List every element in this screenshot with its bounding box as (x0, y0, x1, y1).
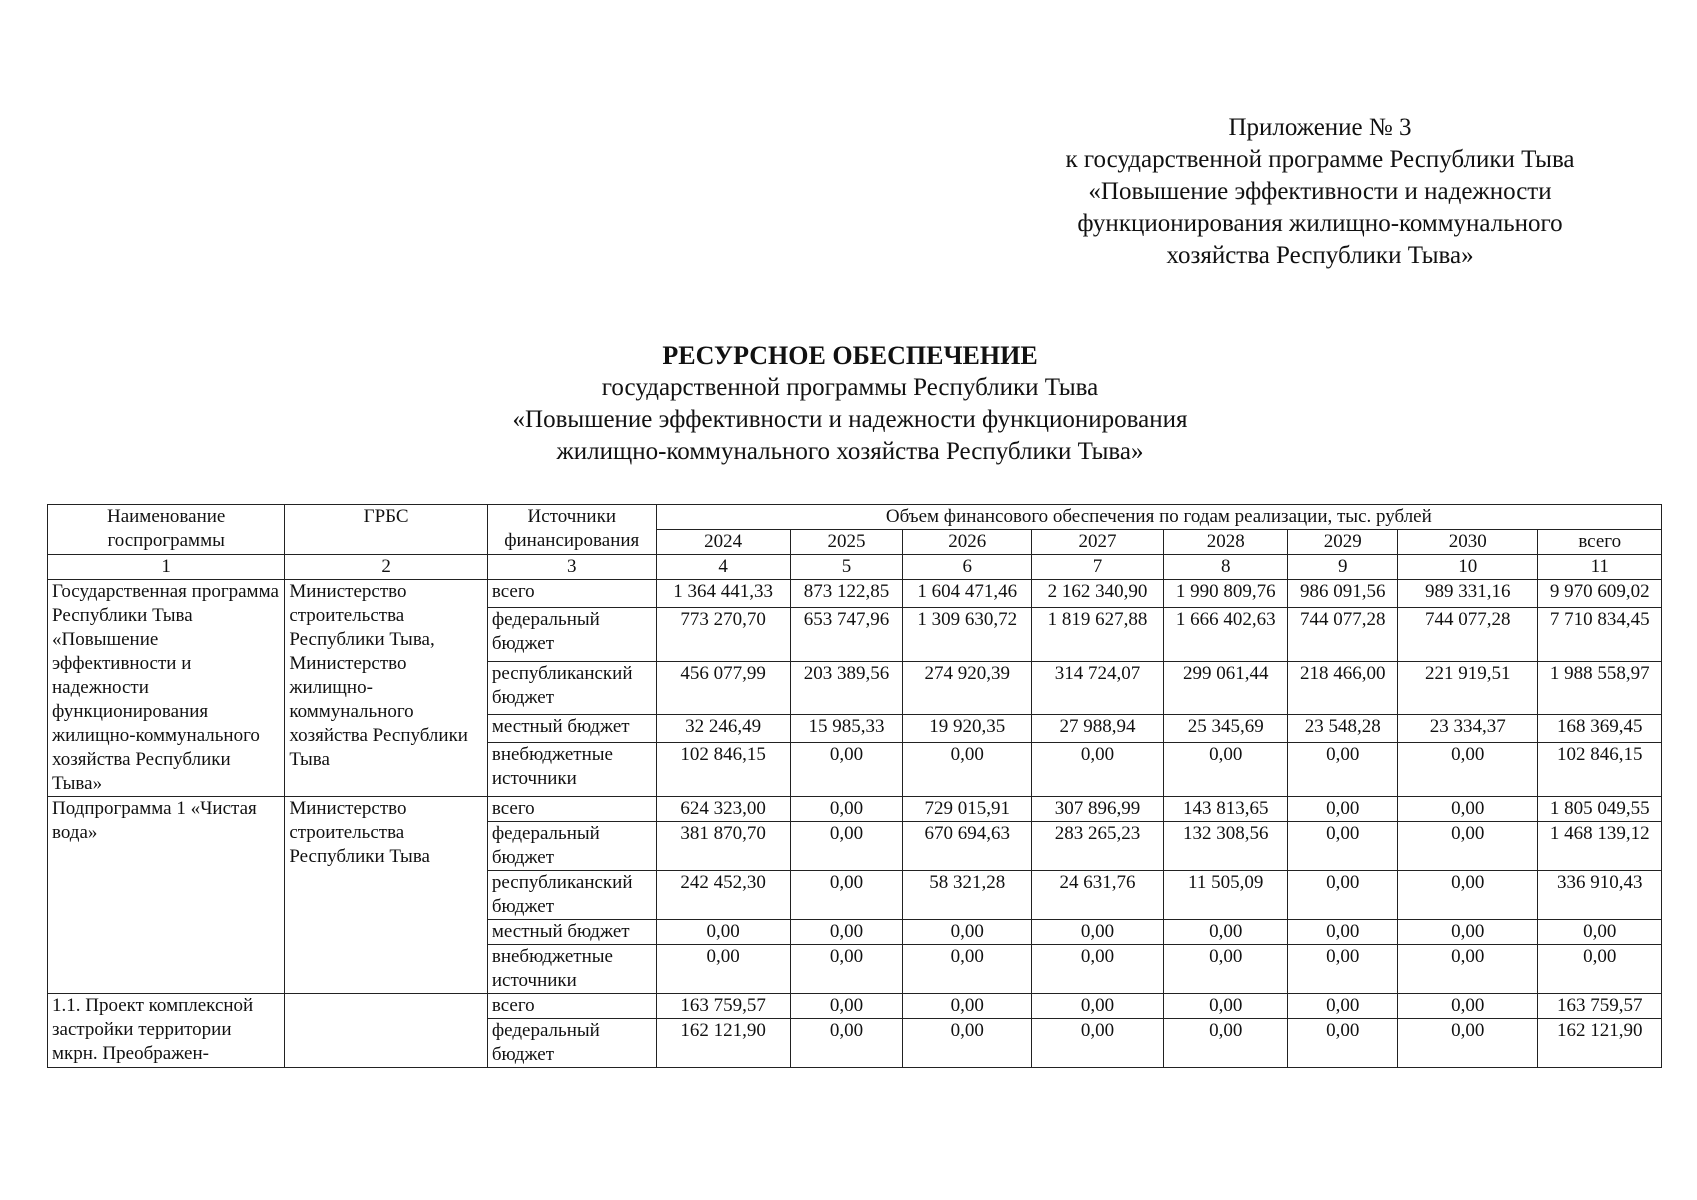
value-cell: 218 466,00 (1288, 661, 1398, 715)
annex-block (1040, 112, 1600, 272)
total-cell: 168 369,45 (1538, 715, 1662, 743)
heading-line: «Повышение эффективности и надежности функционирования (512, 406, 1188, 433)
header-volume: Объем финансового обеспечения по годам реализации, тыс. рублей (656, 505, 1661, 530)
value-cell: 0,00 (903, 994, 1032, 1019)
value-cell: 381 870,70 (656, 822, 790, 871)
value-cell: 1 666 402,63 (1163, 607, 1287, 661)
value-cell: 299 061,44 (1163, 661, 1287, 715)
column-index: 10 (1398, 555, 1538, 580)
total-cell: 1 468 139,12 (1538, 822, 1662, 871)
column-index: 9 (1288, 555, 1398, 580)
total-cell: 0,00 (1538, 945, 1662, 994)
source-cell: местный бюджет (487, 920, 656, 945)
source-cell: всего (487, 580, 656, 608)
value-cell: 11 505,09 (1163, 871, 1287, 920)
source-cell: федеральный бюджет (487, 607, 656, 661)
table-row (48, 580, 1662, 608)
total-cell: 162 121,90 (1538, 1019, 1662, 1068)
value-cell: 25 345,69 (1163, 715, 1287, 743)
value-cell: 744 077,28 (1288, 607, 1398, 661)
program-name-cell: Государственная программа Республики Тыва «Повышение эффективности и надежности функционирования жилищно-коммунального хозяйства Республики Тыва» (48, 580, 285, 797)
header-grbs: ГРБС (285, 505, 488, 555)
value-cell: 0,00 (790, 945, 903, 994)
column-index: 2 (285, 555, 488, 580)
value-cell: 0,00 (1163, 945, 1287, 994)
value-cell: 0,00 (1398, 1019, 1538, 1068)
source-cell: всего (487, 797, 656, 822)
header-year: 2028 (1163, 530, 1287, 555)
column-index: 7 (1032, 555, 1164, 580)
value-cell: 0,00 (903, 743, 1032, 797)
value-cell: 0,00 (790, 743, 903, 797)
value-cell: 0,00 (656, 945, 790, 994)
table-row (48, 994, 1662, 1019)
value-cell: 0,00 (1288, 871, 1398, 920)
source-cell: всего (487, 994, 656, 1019)
header-name: Наименование госпрограммы (48, 505, 285, 555)
source-cell: федеральный бюджет (487, 822, 656, 871)
heading-line: жилищно-коммунального хозяйства Республики Тыва» (556, 438, 1144, 465)
annex-line: к государственной программе Республики Тыва (1065, 146, 1575, 173)
value-cell: 0,00 (1163, 1019, 1287, 1068)
value-cell: 283 265,23 (1032, 822, 1164, 871)
value-cell: 0,00 (1398, 822, 1538, 871)
value-cell: 653 747,96 (790, 607, 903, 661)
value-cell: 0,00 (1163, 994, 1287, 1019)
source-cell: внебюджетные источники (487, 743, 656, 797)
total-cell: 1 988 558,97 (1538, 661, 1662, 715)
total-cell: 336 910,43 (1538, 871, 1662, 920)
value-cell: 162 121,90 (656, 1019, 790, 1068)
value-cell: 0,00 (1032, 1019, 1164, 1068)
value-cell: 729 015,91 (903, 797, 1032, 822)
value-cell: 0,00 (1398, 920, 1538, 945)
value-cell: 0,00 (1398, 871, 1538, 920)
header-year: 2025 (790, 530, 903, 555)
value-cell: 0,00 (1288, 920, 1398, 945)
value-cell: 19 920,35 (903, 715, 1032, 743)
table-row (48, 797, 1662, 822)
grbs-cell: Министерство строительства Республики Тыва, Министерство жилищно-коммунального хозяйства Республики Тыва (285, 580, 488, 797)
program-name-cell: 1.1. Проект комплексной застройки территории мкрн. Преображен- (48, 994, 285, 1068)
value-cell: 58 321,28 (903, 871, 1032, 920)
value-cell: 986 091,56 (1288, 580, 1398, 608)
annex-line: хозяйства Республики Тыва» (1166, 242, 1474, 269)
heading-line: государственной программы Республики Тыва (601, 374, 1099, 401)
value-cell: 0,00 (1398, 797, 1538, 822)
value-cell: 0,00 (1398, 945, 1538, 994)
total-cell: 9 970 609,02 (1538, 580, 1662, 608)
value-cell: 221 919,51 (1398, 661, 1538, 715)
value-cell: 873 122,85 (790, 580, 903, 608)
value-cell: 0,00 (1288, 743, 1398, 797)
value-cell: 242 452,30 (656, 871, 790, 920)
total-cell: 7 710 834,45 (1538, 607, 1662, 661)
value-cell: 0,00 (1163, 920, 1287, 945)
column-index: 6 (903, 555, 1032, 580)
total-cell: 1 805 049,55 (1538, 797, 1662, 822)
column-index: 1 (48, 555, 285, 580)
value-cell: 0,00 (1163, 743, 1287, 797)
source-cell: республиканский бюджет (487, 871, 656, 920)
total-cell: 102 846,15 (1538, 743, 1662, 797)
resource-table (47, 504, 1662, 1068)
table-body (48, 580, 1662, 1068)
source-cell: местный бюджет (487, 715, 656, 743)
value-cell: 314 724,07 (1032, 661, 1164, 715)
annex-line: функционирования жилищно-коммунального (1077, 210, 1563, 237)
value-cell: 0,00 (1288, 822, 1398, 871)
value-cell: 0,00 (1288, 994, 1398, 1019)
value-cell: 0,00 (1032, 743, 1164, 797)
value-cell: 143 813,65 (1163, 797, 1287, 822)
value-cell: 1 604 471,46 (903, 580, 1032, 608)
value-cell: 0,00 (1032, 945, 1164, 994)
column-index: 3 (487, 555, 656, 580)
value-cell: 102 846,15 (656, 743, 790, 797)
value-cell: 1 364 441,33 (656, 580, 790, 608)
value-cell: 2 162 340,90 (1032, 580, 1164, 608)
value-cell: 0,00 (790, 822, 903, 871)
value-cell: 1 309 630,72 (903, 607, 1032, 661)
header-year: 2026 (903, 530, 1032, 555)
annex-line: «Повышение эффективности и надежности (1088, 178, 1552, 205)
value-cell: 15 985,33 (790, 715, 903, 743)
grbs-cell: Министерство строительства Республики Тыва (285, 797, 488, 994)
value-cell: 274 920,39 (903, 661, 1032, 715)
value-cell: 0,00 (790, 994, 903, 1019)
value-cell: 773 270,70 (656, 607, 790, 661)
value-cell: 23 548,28 (1288, 715, 1398, 743)
value-cell: 989 331,16 (1398, 580, 1538, 608)
column-index: 5 (790, 555, 903, 580)
value-cell: 27 988,94 (1032, 715, 1164, 743)
value-cell: 624 323,00 (656, 797, 790, 822)
program-name-cell: Подпрограмма 1 «Чистая вода» (48, 797, 285, 994)
column-index: 8 (1163, 555, 1287, 580)
value-cell: 307 896,99 (1032, 797, 1164, 822)
value-cell: 1 990 809,76 (1163, 580, 1287, 608)
grbs-cell (285, 994, 488, 1068)
value-cell: 456 077,99 (656, 661, 790, 715)
value-cell: 163 759,57 (656, 994, 790, 1019)
value-cell: 0,00 (1032, 920, 1164, 945)
value-cell: 744 077,28 (1398, 607, 1538, 661)
total-cell: 0,00 (1538, 920, 1662, 945)
header-sources: Источники финансирования (487, 505, 656, 555)
value-cell: 0,00 (790, 1019, 903, 1068)
header-total: всего (1538, 530, 1662, 555)
column-index: 4 (656, 555, 790, 580)
value-cell: 0,00 (1288, 945, 1398, 994)
value-cell: 0,00 (1398, 994, 1538, 1019)
source-cell: федеральный бюджет (487, 1019, 656, 1068)
value-cell: 0,00 (1398, 743, 1538, 797)
document-heading (300, 340, 1400, 468)
header-year: 2027 (1032, 530, 1164, 555)
document-title: РЕСУРСНОЕ ОБЕСПЕЧЕНИЕ (662, 341, 1038, 370)
value-cell: 32 246,49 (656, 715, 790, 743)
value-cell: 0,00 (1288, 797, 1398, 822)
value-cell: 203 389,56 (790, 661, 903, 715)
value-cell: 670 694,63 (903, 822, 1032, 871)
value-cell: 23 334,37 (1398, 715, 1538, 743)
header-year: 2024 (656, 530, 790, 555)
value-cell: 0,00 (903, 1019, 1032, 1068)
value-cell: 132 308,56 (1163, 822, 1287, 871)
value-cell: 0,00 (790, 920, 903, 945)
source-cell: внебюджетные источники (487, 945, 656, 994)
header-year: 2029 (1288, 530, 1398, 555)
value-cell: 0,00 (903, 920, 1032, 945)
annex-line: Приложение № 3 (1228, 114, 1412, 141)
column-index: 11 (1538, 555, 1662, 580)
value-cell: 0,00 (903, 945, 1032, 994)
value-cell: 0,00 (1032, 994, 1164, 1019)
source-cell: республиканский бюджет (487, 661, 656, 715)
total-cell: 163 759,57 (1538, 994, 1662, 1019)
value-cell: 24 631,76 (1032, 871, 1164, 920)
value-cell: 0,00 (656, 920, 790, 945)
value-cell: 0,00 (790, 797, 903, 822)
header-year: 2030 (1398, 530, 1538, 555)
value-cell: 1 819 627,88 (1032, 607, 1164, 661)
value-cell: 0,00 (790, 871, 903, 920)
table-header (48, 505, 1662, 580)
value-cell: 0,00 (1288, 1019, 1398, 1068)
